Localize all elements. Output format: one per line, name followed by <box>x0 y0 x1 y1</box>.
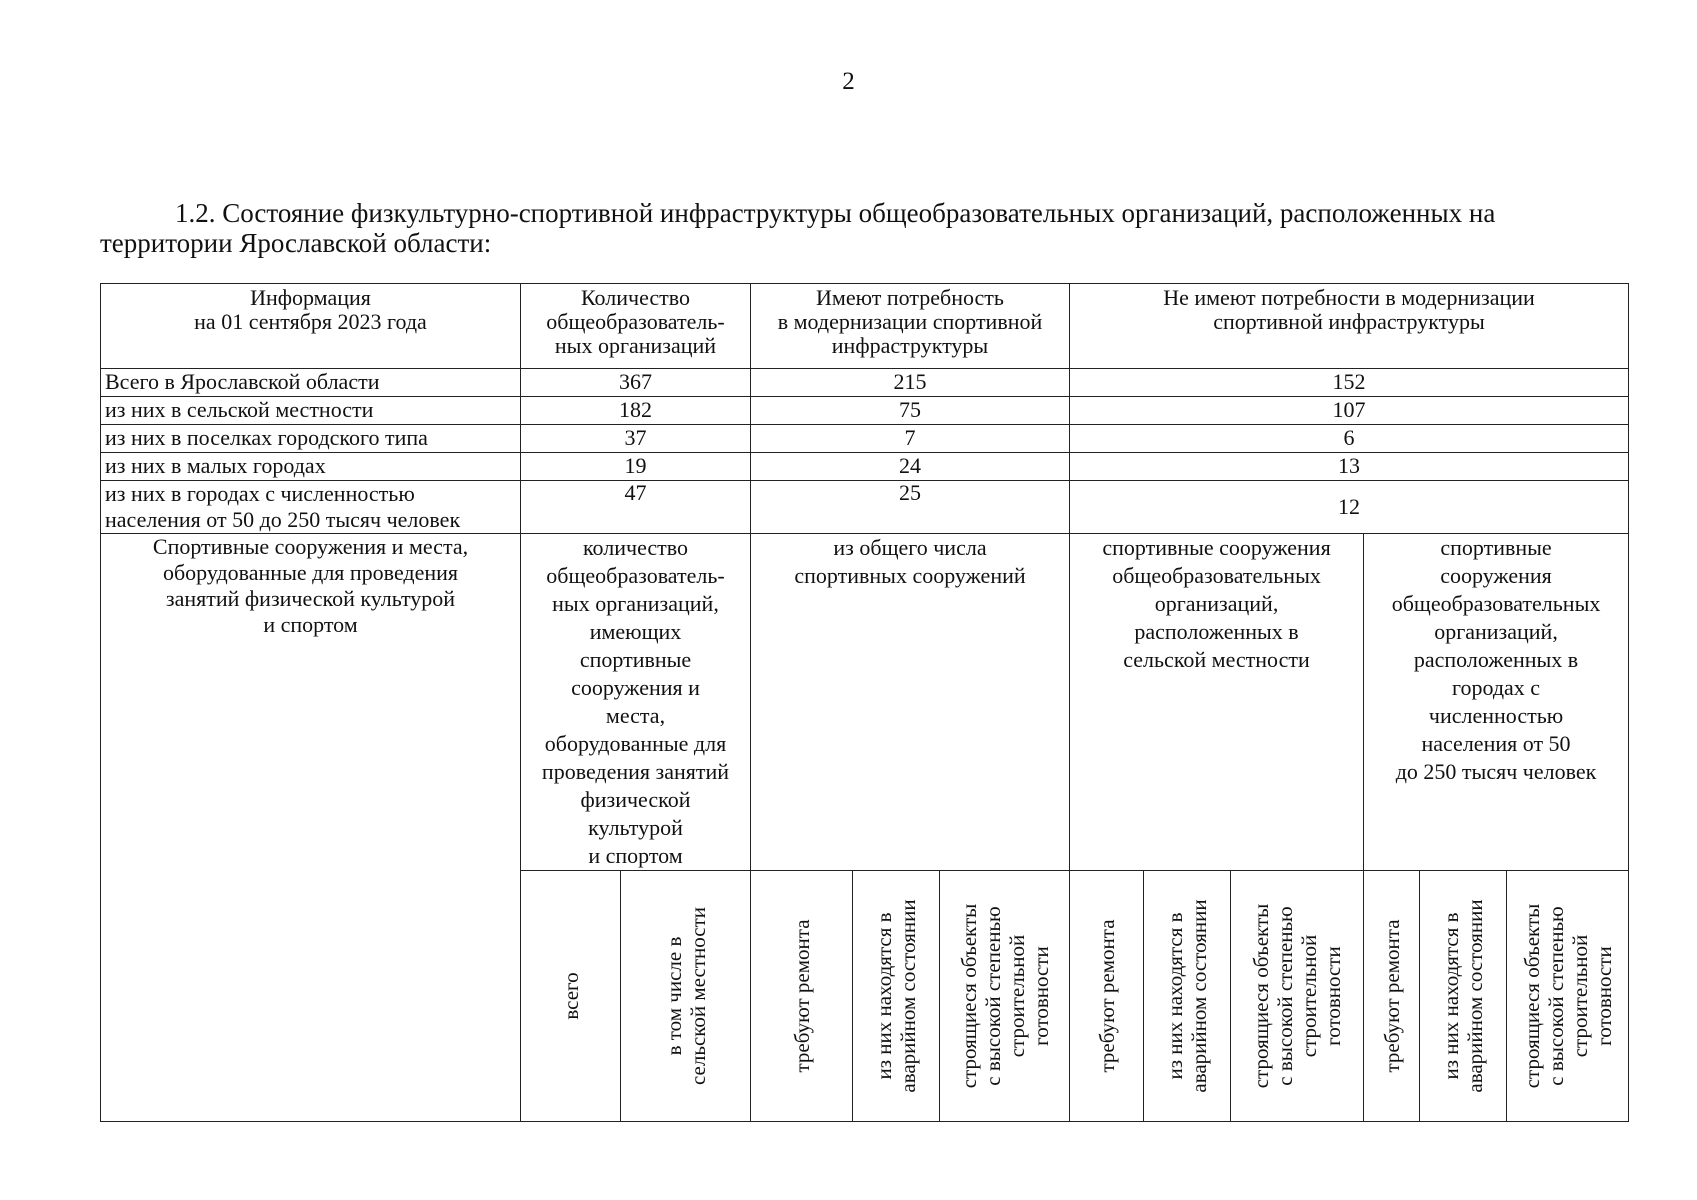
row-count: 37 <box>521 425 751 453</box>
row-need: 24 <box>751 453 1070 481</box>
row-count: 19 <box>521 453 751 481</box>
subheader-repair: требуют ремонта <box>1364 871 1420 1122</box>
table-header-row <box>101 284 1629 369</box>
row-count: 47 <box>521 481 751 534</box>
header-info: Информация на 01 сентября 2023 года <box>101 284 521 369</box>
row-need: 215 <box>751 369 1070 397</box>
page-number: 2 <box>842 68 855 95</box>
row-count: 182 <box>521 397 751 425</box>
subheader-construction: строящиеся объекты с высокой степенью строительной готовности <box>1507 871 1629 1122</box>
infrastructure-table <box>100 283 1629 1122</box>
row-need: 7 <box>751 425 1070 453</box>
section2-col-count: количество общеобразователь- ных организаций, имеющих спортивные сооружения и места, оборудованные для проведения занятий физической культурой и спортом <box>521 534 751 871</box>
subheader-emergency: из них находятся в аварийном состоянии <box>853 871 940 1122</box>
section2-col-total: из общего числа спортивных сооружений <box>751 534 1070 871</box>
table-row <box>101 397 1629 425</box>
section2-col-cities: спортивные сооружения общеобразовательных организаций, расположенных в городах с численностью населения от 50 до 250 тысяч человек <box>1364 534 1629 871</box>
row-label: Всего в Ярославской области <box>101 369 521 397</box>
row-no-need: 107 <box>1070 397 1629 425</box>
section2-label: Спортивные сооружения и места, оборудованные для проведения занятий физической культурой и спортом <box>101 534 521 1122</box>
subheader-construction: строящиеся объекты с высокой степенью строительной готовности <box>940 871 1070 1122</box>
section-heading: 1.2. Состояние физкультурно-спортивной инфраструктуры общеобразовательных организаций, расположенных на территории Ярославской области: <box>100 198 1496 258</box>
header-count: Количество общеобразователь- ных организаций <box>521 284 751 369</box>
table-row <box>101 481 1629 534</box>
section2-col-rural: спортивные сооружения общеобразовательных организаций, расположенных в сельской местности <box>1070 534 1364 871</box>
row-count: 367 <box>521 369 751 397</box>
table-row <box>101 369 1629 397</box>
subheader-construction: строящиеся объекты с высокой степенью строительной готовности <box>1231 871 1364 1122</box>
subheader-all: всего <box>521 871 621 1122</box>
subheader-repair: требуют ремонта <box>751 871 853 1122</box>
row-no-need: 12 <box>1070 481 1629 534</box>
row-need: 75 <box>751 397 1070 425</box>
header-no-need-modernization: Не имеют потребности в модернизации спортивной инфраструктуры <box>1070 284 1629 369</box>
subheader-emergency: из них находятся в аварийном состоянии <box>1420 871 1507 1122</box>
row-label: из них в городах с численностью населения от 50 до 250 тысяч человек <box>101 481 521 534</box>
row-need: 25 <box>751 481 1070 534</box>
subheader-repair: требуют ремонта <box>1070 871 1144 1122</box>
row-label: из них в малых городах <box>101 453 521 481</box>
table-row <box>101 425 1629 453</box>
section2-header-row <box>101 534 1629 871</box>
subheader-emergency: из них находятся в аварийном состоянии <box>1144 871 1231 1122</box>
header-need-modernization: Имеют потребность в модернизации спортивной инфраструктуры <box>751 284 1070 369</box>
row-no-need: 13 <box>1070 453 1629 481</box>
subheader-rural: в том числе в сельской местности <box>621 871 751 1122</box>
row-no-need: 6 <box>1070 425 1629 453</box>
row-no-need: 152 <box>1070 369 1629 397</box>
row-label: из них в сельской местности <box>101 397 521 425</box>
table-row <box>101 453 1629 481</box>
row-label: из них в поселках городского типа <box>101 425 521 453</box>
